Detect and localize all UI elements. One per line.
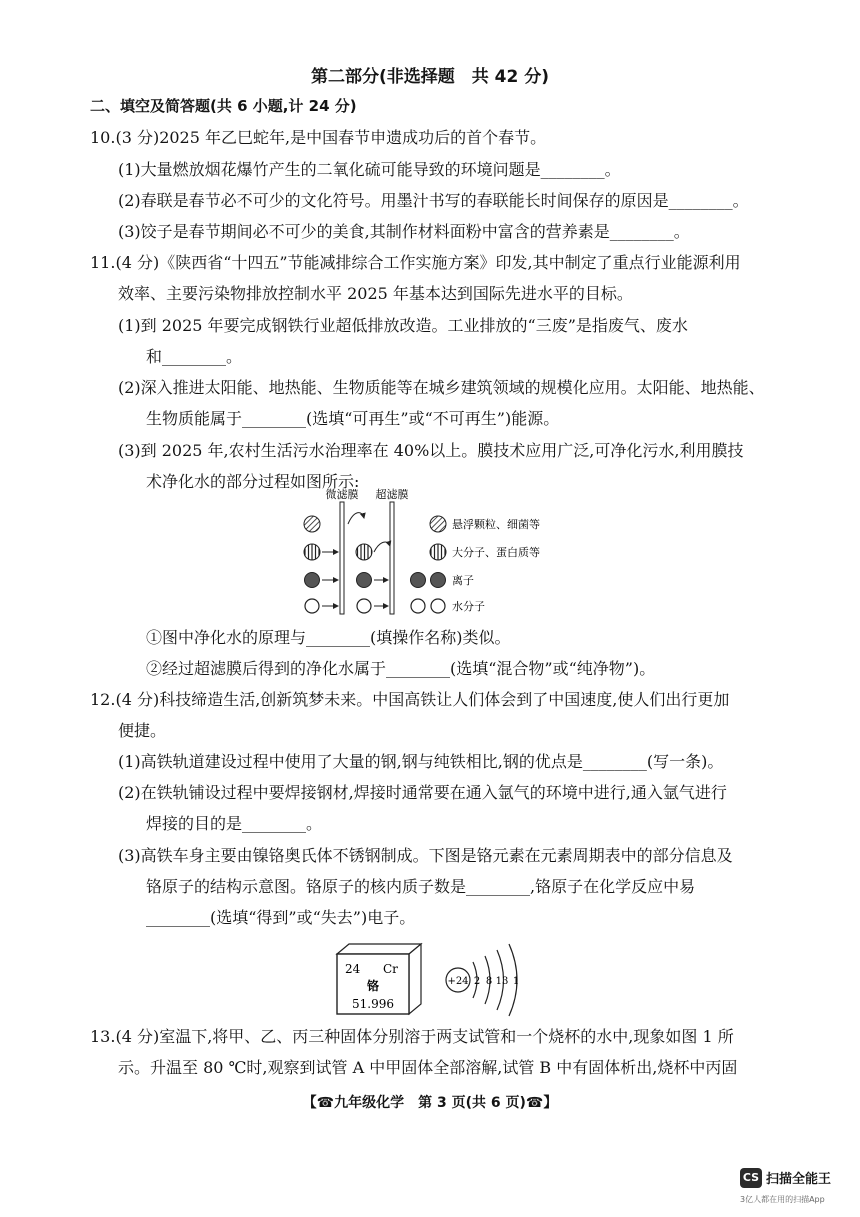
atomic-mass: 51.996 — [352, 997, 394, 1011]
shell-1-count: 2 — [473, 976, 481, 987]
q12-part3-line1: (3)高铁车身主要由镍铬奥氏体不锈钢制成。下图是铬元素在元素周期表中的部分信息及 — [118, 846, 733, 865]
q11-part3-line1: (3)到 2025 年,农村生活污水治理率在 40%以上。膜技术应用广泛,可净化污水,利用膜技 — [118, 441, 744, 460]
q12-part2-line2: 焊接的目的是________。 — [146, 814, 323, 833]
q11-part1-line2: 和________。 — [146, 347, 243, 366]
legend-suspended-icon — [430, 516, 446, 532]
ion — [411, 573, 426, 588]
q11-stem-line2: 效率、主要污染物排放控制水平 2025 年基本达到国际先进水平的目标。 — [118, 284, 633, 303]
q11-part1-line1: (1)到 2025 年要完成钢铁行业超低排放改造。工业排放的“三废”是指废气、废水 — [118, 316, 688, 335]
shell-3-count: 13 — [495, 976, 509, 987]
q11-part2-line1: (2)深入推进太阳能、地热能、生物质能等在城乡建筑领域的规模化应用。太阳能、地热能、 — [118, 378, 765, 397]
q12-part2-line1: (2)在铁轨铺设过程中要焊接钢材,焊接时通常要在通入氩气的环境中进行,通入氩气进行 — [118, 783, 727, 802]
water-molecule — [357, 599, 371, 613]
q10-stem: 10.(3 分)2025 年乙巳蛇年,是中国春节申遗成功后的首个春节。 — [90, 128, 547, 147]
q13-stem-line1: 13.(4 分)室温下,将甲、乙、丙三种固体分别溶于两支试管和一个烧杯的水中,现象如图 1 所 — [90, 1027, 734, 1046]
q11-part2-line2: 生物质能属于________(选填“可再生”或“不可再生”)能源。 — [146, 409, 560, 428]
q11-sub2: ②经过超滤膜后得到的净化水属于________(选填“混合物”或“纯净物”)。 — [146, 659, 656, 678]
brand-slogan: 3亿人都在用的扫描App — [740, 1194, 825, 1204]
microfiltration-membrane — [340, 502, 344, 614]
chromium-figure — [335, 940, 535, 1018]
legend-macromolecule: 大分子、蛋白质等 — [452, 546, 540, 559]
q11-stem-line1: 11.(4 分)《陕西省“十四五”节能减排综合工作实施方案》印发,其中制定了重点行业能源利用 — [90, 253, 741, 272]
q10-part3: (3)饺子是春节期间必不可少的美食,其制作材料面粉中富含的营养素是________。 — [118, 222, 690, 241]
legend-macromolecule-icon — [430, 544, 446, 560]
shell-2-count: 8 — [485, 976, 493, 987]
q11-part3-line2: 术净化水的部分过程如图所示: — [146, 472, 360, 491]
ion — [305, 573, 320, 588]
reject-arrow — [348, 513, 364, 524]
ultrafiltration-label: 超滤膜 — [375, 488, 409, 501]
microfiltration-label: 微滤膜 — [325, 488, 359, 501]
element-symbol: Cr — [383, 962, 398, 976]
legend-ion: 离子 — [452, 574, 474, 587]
q11-sub1: ①图中净化水的原理与________(填操作名称)类似。 — [146, 628, 511, 647]
q12-stem-line1: 12.(4 分)科技缔造生活,创新筑梦未来。中国高铁让人们体会到了中国速度,使人们出行更加 — [90, 690, 730, 709]
atomic-number: 24 — [345, 962, 361, 976]
legend-water-icon — [431, 599, 445, 613]
cs-logo-icon: CS — [740, 1168, 762, 1188]
legend-ion-icon — [431, 573, 446, 588]
brand-name: 扫描全能王 — [766, 1172, 832, 1187]
suspended-particle — [304, 516, 320, 532]
part-title: 第二部分(非选择题 共 42 分) — [310, 67, 550, 87]
q12-stem-line2: 便捷。 — [118, 721, 167, 740]
legend-water: 水分子 — [452, 600, 485, 613]
q12-part3-line3: ________(选填“得到”或“失去”)电子。 — [146, 908, 416, 927]
q13-stem-line2: 示。升温至 80 ℃时,观察到试管 A 中甲固体全部溶解,试管 B 中有固体析出,烧杯中丙固 — [118, 1058, 738, 1077]
element-name: 铬 — [366, 979, 380, 993]
q10-part1: (1)大量燃放烟花爆竹产生的二氧化硫可能导致的环境问题是________。 — [118, 160, 621, 179]
macromolecule — [304, 544, 320, 560]
membrane-filtration-diagram — [290, 488, 560, 616]
water-molecule — [411, 599, 425, 613]
q12-part3-line2: 铬原子的结构示意图。铬原子的核内质子数是________,铬原子在化学反应中易 — [146, 877, 696, 896]
nuclear-charge: +24 — [447, 976, 469, 987]
page-footer: 【☎九年级化学 第 3 页(共 6 页)☎】 — [302, 1095, 558, 1111]
ion — [357, 573, 372, 588]
shell-4-count: 1 — [512, 976, 520, 987]
macromolecule — [356, 544, 372, 560]
ultrafiltration-membrane — [390, 502, 394, 614]
legend-suspended: 悬浮颗粒、细菌等 — [452, 518, 540, 531]
reject-arrow — [374, 542, 390, 552]
scanner-watermark — [740, 1167, 850, 1205]
section-heading: 二、填空及简答题(共 6 小题,计 24 分) — [90, 97, 357, 115]
q12-part1: (1)高铁轨道建设过程中使用了大量的钢,钢与纯铁相比,钢的优点是________(写一条)。 — [118, 752, 724, 771]
q10-part2: (2)春联是春节必不可少的文化符号。用墨汁书写的春联能长时间保存的原因是________。 — [118, 191, 749, 210]
water-molecule — [305, 599, 319, 613]
